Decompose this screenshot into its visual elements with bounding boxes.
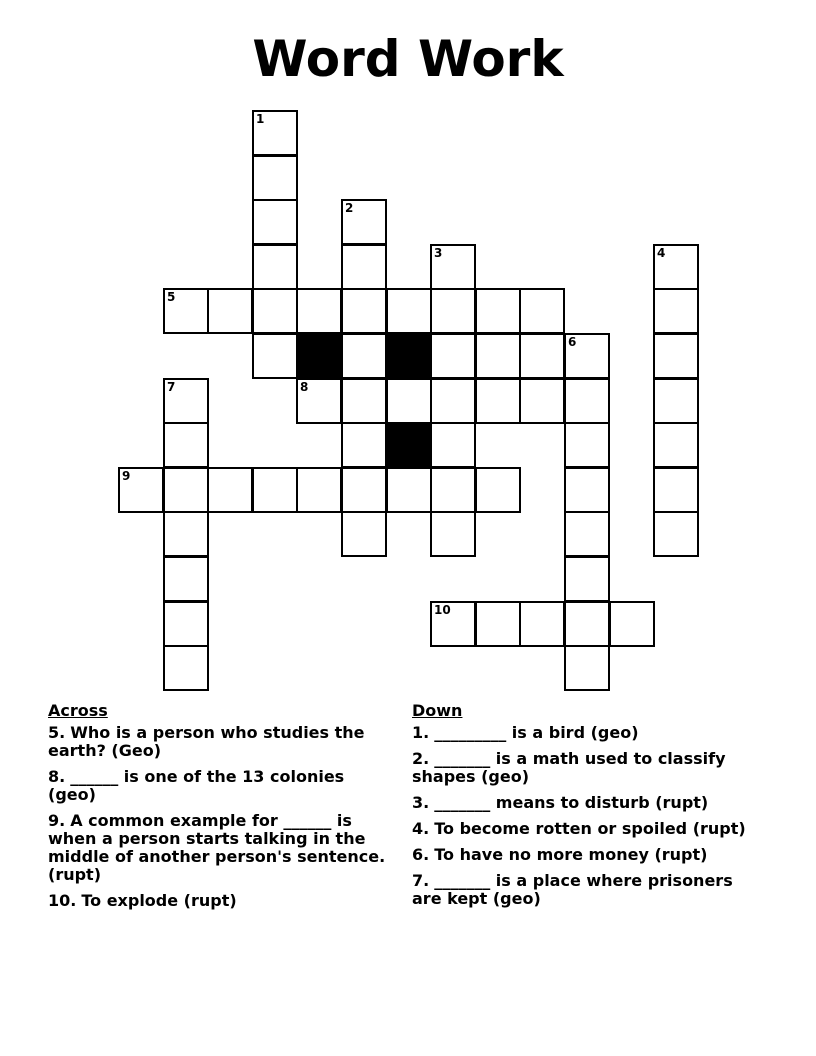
crossword-cell[interactable] <box>163 601 209 647</box>
clue-text: Who is a person who studies the earth? (Geo) <box>48 723 365 760</box>
down-clue <box>412 820 757 838</box>
crossword-cell[interactable] <box>564 333 610 379</box>
clue-number: 1. <box>412 723 430 742</box>
down-heading: Down <box>412 701 463 720</box>
crossword-cell[interactable] <box>430 288 476 334</box>
crossword-cell[interactable] <box>564 422 610 468</box>
across-clues <box>48 702 393 918</box>
crossword-cell[interactable] <box>207 467 253 513</box>
crossword-cell[interactable] <box>252 155 298 201</box>
clue-number-label: 1 <box>256 112 265 126</box>
clue-number-label: 6 <box>568 335 577 349</box>
clue-number-label: 7 <box>167 380 176 394</box>
crossword-cell[interactable] <box>252 333 298 379</box>
crossword-cell[interactable] <box>519 601 565 647</box>
crossword-cell[interactable] <box>519 288 565 334</box>
crossword-cell[interactable] <box>519 333 565 379</box>
crossword-cell[interactable] <box>653 378 699 424</box>
crossword-cell[interactable] <box>296 378 342 424</box>
crossword-cell[interactable] <box>386 288 432 334</box>
clue-text: To explode (rupt) <box>81 891 237 910</box>
crossword-cell[interactable] <box>430 422 476 468</box>
crossword-cell[interactable] <box>653 244 699 290</box>
clue-number-label: 8 <box>300 380 309 394</box>
across-clue <box>48 724 393 760</box>
crossword-cell[interactable] <box>252 244 298 290</box>
crossword-cell[interactable] <box>653 511 699 557</box>
crossword-cell[interactable] <box>475 601 521 647</box>
crossword-cell[interactable] <box>163 288 209 334</box>
crossword-cell[interactable] <box>163 556 209 602</box>
down-clue <box>412 750 757 786</box>
clue-number: 5. <box>48 723 66 742</box>
across-clue <box>48 812 393 884</box>
crossword-cell[interactable] <box>564 601 610 647</box>
crossword-cell[interactable] <box>252 288 298 334</box>
crossword-cell[interactable] <box>341 244 387 290</box>
clue-number: 7. <box>412 871 430 890</box>
crossword-cell[interactable] <box>163 422 209 468</box>
crossword-block <box>296 333 342 379</box>
clue-text: ______ is one of the 13 colonies (geo) <box>48 767 345 804</box>
crossword-cell[interactable] <box>341 333 387 379</box>
down-clue <box>412 794 757 812</box>
down-clues <box>412 702 757 916</box>
crossword-cell[interactable] <box>430 467 476 513</box>
crossword-cell[interactable] <box>163 511 209 557</box>
clue-number-label: 3 <box>434 246 443 260</box>
clue-number-label: 9 <box>122 469 131 483</box>
crossword-cell[interactable] <box>653 422 699 468</box>
crossword-cell[interactable] <box>475 288 521 334</box>
crossword-cell[interactable] <box>341 378 387 424</box>
crossword-cell[interactable] <box>564 378 610 424</box>
crossword-block <box>386 333 432 379</box>
crossword-cell[interactable] <box>252 467 298 513</box>
clue-text: To become rotten or spoiled (rupt) <box>434 819 746 838</box>
clue-text: _________ is a bird (geo) <box>434 723 639 742</box>
crossword-cell[interactable] <box>475 378 521 424</box>
clue-number: 6. <box>412 845 430 864</box>
clue-number-label: 5 <box>167 290 176 304</box>
crossword-cell[interactable] <box>163 645 209 691</box>
clue-number-label: 4 <box>657 246 666 260</box>
down-clue <box>412 846 757 864</box>
crossword-cell[interactable] <box>475 333 521 379</box>
crossword-cell[interactable] <box>653 288 699 334</box>
down-clue <box>412 872 757 908</box>
crossword-cell[interactable] <box>386 467 432 513</box>
crossword-cell[interactable] <box>341 467 387 513</box>
clue-number: 8. <box>48 767 66 786</box>
crossword-cell[interactable] <box>564 645 610 691</box>
crossword-cell[interactable] <box>430 378 476 424</box>
crossword-cell[interactable] <box>341 199 387 245</box>
clue-text: _______ means to disturb (rupt) <box>434 793 709 812</box>
crossword-cell[interactable] <box>430 333 476 379</box>
clue-text: To have no more money (rupt) <box>434 845 708 864</box>
crossword-cell[interactable] <box>341 288 387 334</box>
crossword-cell[interactable] <box>252 199 298 245</box>
crossword-block <box>386 422 432 468</box>
clue-number: 10. <box>48 891 77 910</box>
crossword-cell[interactable] <box>163 378 209 424</box>
crossword-cell[interactable] <box>564 556 610 602</box>
crossword-cell[interactable] <box>386 378 432 424</box>
crossword-cell[interactable] <box>430 511 476 557</box>
crossword-cell[interactable] <box>296 288 342 334</box>
clue-text: A common example for ______ is when a person starts talking in the middle of another person's sentence.(rupt) <box>48 811 386 884</box>
clue-text: _______ is a place where prisoners are kept (geo) <box>412 871 733 908</box>
crossword-cell[interactable] <box>341 511 387 557</box>
crossword-cell[interactable] <box>564 511 610 557</box>
clue-number: 3. <box>412 793 430 812</box>
crossword-cell[interactable] <box>609 601 655 647</box>
clue-number-label: 10 <box>434 603 451 617</box>
across-clue <box>48 892 393 910</box>
crossword-cell[interactable] <box>430 244 476 290</box>
clue-text: _______ is a math used to classify shapes (geo) <box>412 749 726 786</box>
clue-number-label: 2 <box>345 201 354 215</box>
crossword-cell[interactable] <box>430 601 476 647</box>
crossword-cell[interactable] <box>118 467 164 513</box>
crossword-cell[interactable] <box>519 378 565 424</box>
across-clue <box>48 768 393 804</box>
crossword-cell[interactable] <box>341 422 387 468</box>
across-heading: Across <box>48 701 108 720</box>
clue-number: 2. <box>412 749 430 768</box>
clue-number: 4. <box>412 819 430 838</box>
crossword-cell[interactable] <box>296 467 342 513</box>
crossword-cell[interactable] <box>252 110 298 156</box>
crossword-cell[interactable] <box>163 467 209 513</box>
page-title: Word Work <box>252 30 564 88</box>
crossword-cell[interactable] <box>653 333 699 379</box>
crossword-cell[interactable] <box>564 467 610 513</box>
clue-number: 9. <box>48 811 66 830</box>
down-clue <box>412 724 757 742</box>
crossword-cell[interactable] <box>207 288 253 334</box>
crossword-cell[interactable] <box>475 467 521 513</box>
crossword-cell[interactable] <box>653 467 699 513</box>
